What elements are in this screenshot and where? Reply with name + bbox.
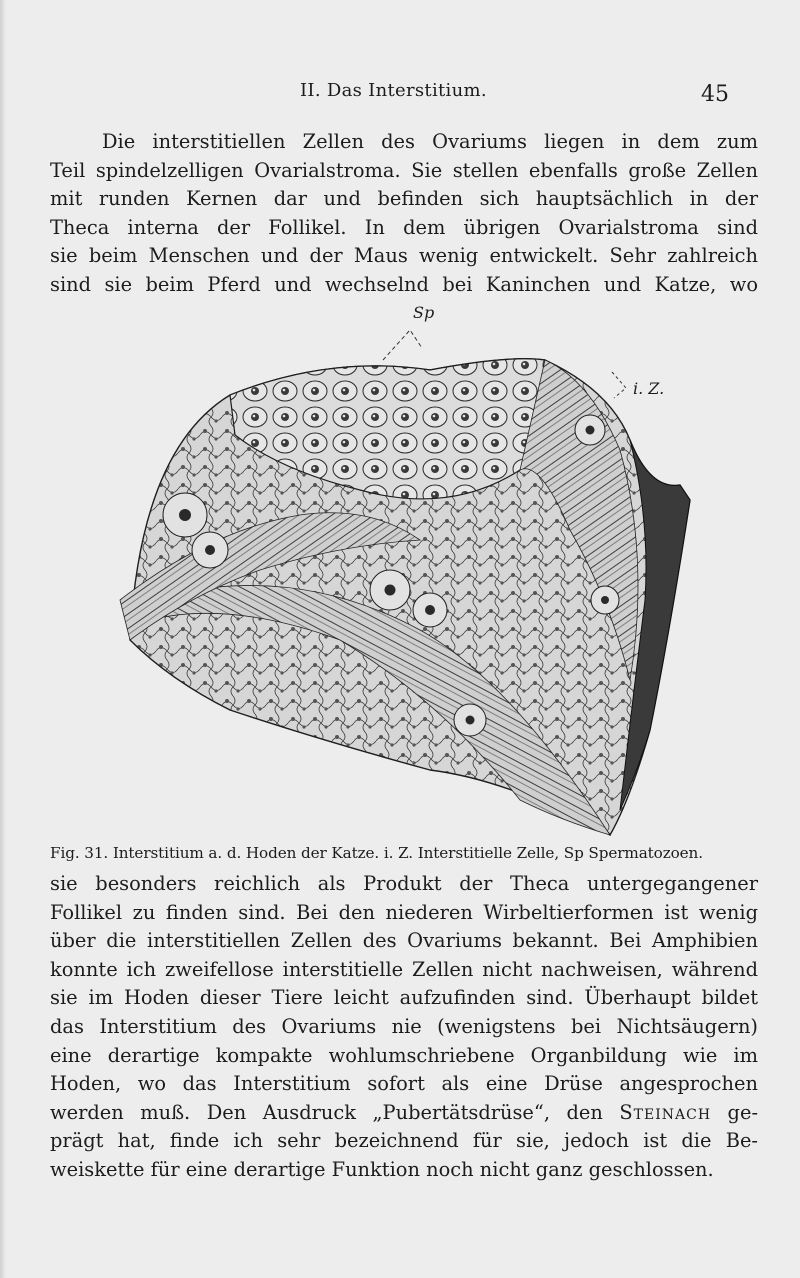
text-segment: werden muß. Den Ausdruck „Pubertätsdrüse“, den [50,1100,620,1124]
text-line: das Interstitium des Ovariums nie (wenigstens bei Nichtsäugern) [50,1014,758,1038]
running-head: II. Das Interstitium. [300,80,487,101]
text-line: mit runden Kernen dar und befinden sich hauptsächlich in der [50,187,758,211]
text-line: eine derartige kompakte wohlumschriebene Organbildung wie im [50,1043,758,1067]
text-line: Hoden, wo das Interstitium sofort als eine Drüse angesprochen [50,1072,758,1096]
text-line: konnte ich zweifellose interstitielle Zellen nicht nachweisen, während [50,957,758,981]
text-segment: ge- [711,1100,758,1124]
page-number: 45 [701,82,729,107]
text-line: sie besonders reichlich als Produkt der Theca untergegangener [50,872,758,895]
paragraph-2 [50,870,758,1185]
text-line: sie im Hoden dieser Tiere leicht aufzufinden sind. Überhaupt bildet [50,986,758,1010]
label-iz: i. Z. [633,379,665,398]
label-sp: Sp [413,303,435,322]
text-line: sind sie beim Pferd und wechselnd bei Kaninchen und Katze, wo [50,272,758,296]
page-edge [0,0,6,1278]
sp-pointer-line [383,330,422,360]
text-line [50,1099,758,1128]
histology-drawing [90,300,710,840]
text-line: prägt hat, finde ich sehr bezeichnend für sie, jedoch ist die Be- [50,1129,758,1153]
text-line: sie beim Menschen und der Maus wenig entwickelt. Sehr zahlreich [50,244,758,268]
text-line: über die interstitiellen Zellen des Ovariums bekannt. Bei Amphibien [50,929,758,953]
text-line: Theca interna der Follikel. In dem übrigen Ovarialstroma sind [50,215,758,239]
text-line: Die interstitiellen Zellen des Ovariums liegen in dem zum [102,130,758,153]
iz-pointer-line [612,372,626,398]
text-line: weiskette für eine derartige Funktion noch nicht ganz geschlossen. [50,1157,714,1181]
text-line: Follikel zu finden sind. Bei den niederen Wirbeltierformen ist wenig [50,900,758,924]
figure-31-illustration [90,300,710,840]
page-header [0,80,800,110]
author-name: Steinach [619,1100,712,1124]
text-line: Teil spindelzelligen Ovarialstroma. Sie stellen ebenfalls große Zellen [50,158,758,182]
paragraph-1 [50,128,758,300]
figure-caption: Fig. 31. Interstitium a. d. Hoden der Katze. i. Z. Interstitielle Zelle, Sp Spermatozoen. [50,844,703,862]
